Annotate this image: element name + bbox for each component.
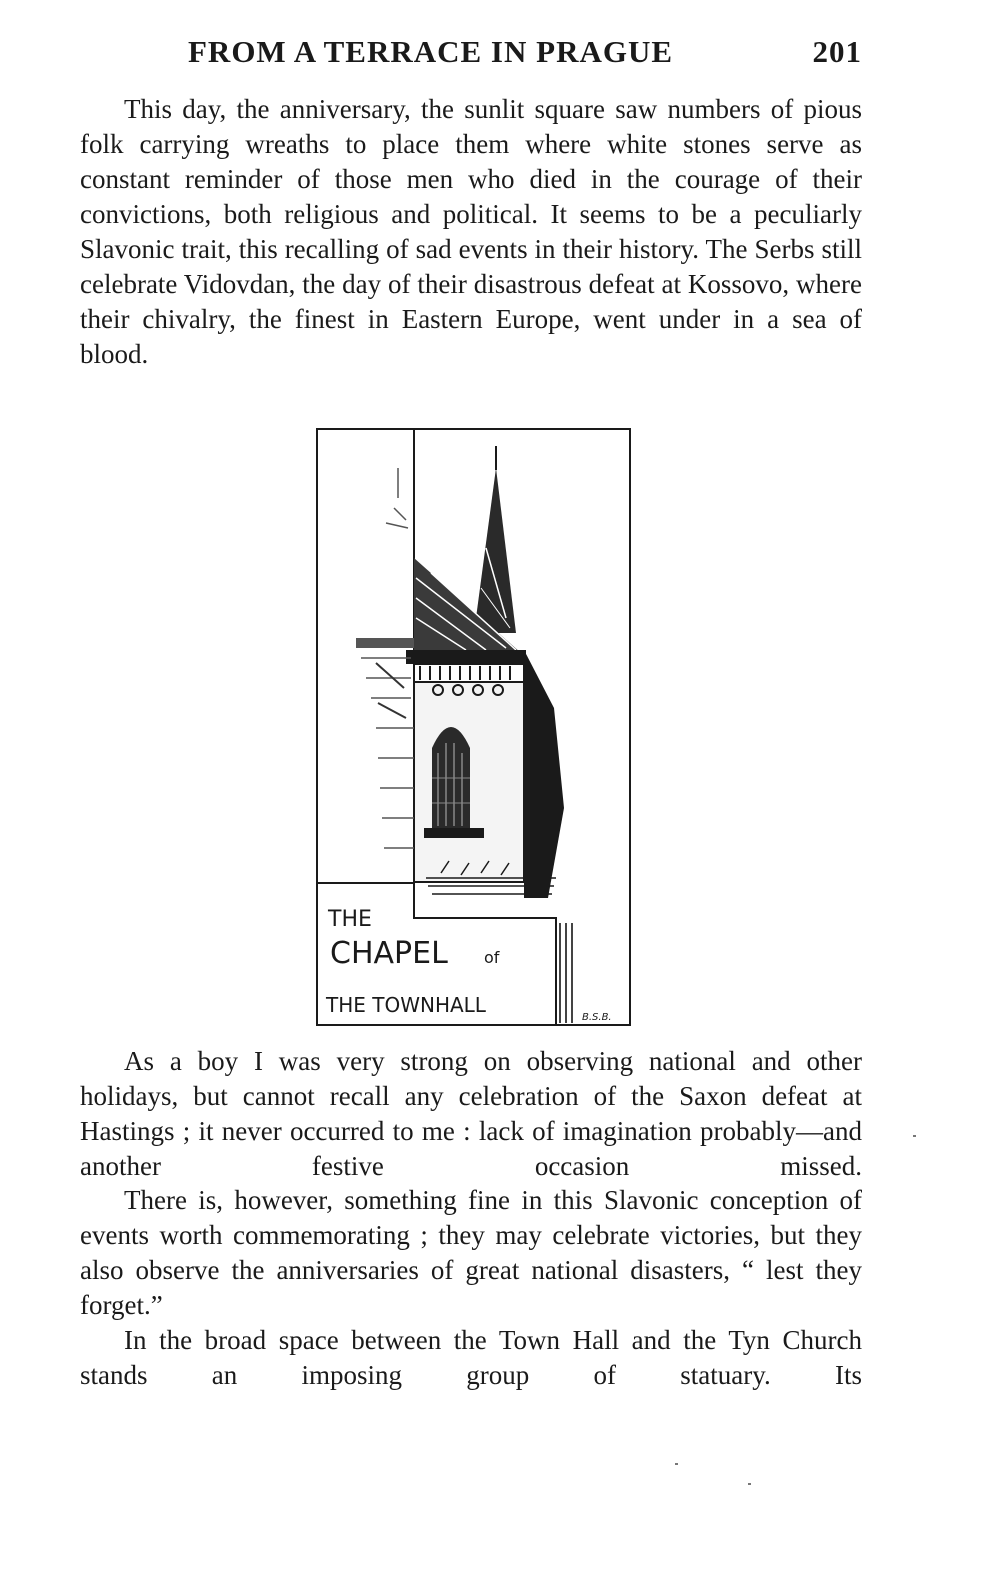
paper-speck: [748, 1483, 751, 1485]
chapel-illustration: [316, 428, 632, 1028]
paragraph: As a boy I was very strong on observing national and other holidays, but cannot recall any celebration of the Saxon defeat at Hastings ; it never occurred to me : lack of imagination probably—and another festive occasion missed.: [80, 1046, 862, 1181]
caption-of: of: [484, 948, 500, 967]
spire: [474, 468, 516, 633]
caption-line-1: THE: [328, 907, 372, 932]
artist-signature: B.S.B.: [582, 1012, 612, 1023]
paper-speck: [675, 1463, 678, 1465]
paragraph: This day, the anniversary, the sunlit square saw numbers of pious folk carrying wreaths to place them where white stones serve as constant reminder of those men who died in the courage of their convictions, both religious and political. It seems to be a peculiarly Slavonic trait, this recalling of sad events in their history. The Serbs still celebrate Vidovdan, the day of their disastrous defeat at Kossovo, where their chivalry, the finest in Eastern Europe, went under in a sea of blood.: [80, 94, 862, 369]
paragraph: In the broad space between the Town Hall and the Tyn Church stands an imposing group of statuary. Its: [80, 1325, 862, 1390]
paper-speck: [913, 1135, 916, 1137]
page-number: 201: [812, 34, 862, 69]
paragraph: There is, however, something fine in this Slavonic conception of events worth commemorating ; they may celebrate victories, but they also observe the anniversaries of great national disasters, “ lest they forget.”: [80, 1185, 862, 1320]
caption-line-3: THE TOWNHALL: [326, 993, 486, 1017]
running-head: [80, 34, 862, 78]
caption-line-2: CHAPEL: [330, 936, 448, 971]
running-title: FROM A TERRACE IN PRAGUE: [188, 34, 674, 69]
chapel-drawing: [316, 428, 632, 1028]
